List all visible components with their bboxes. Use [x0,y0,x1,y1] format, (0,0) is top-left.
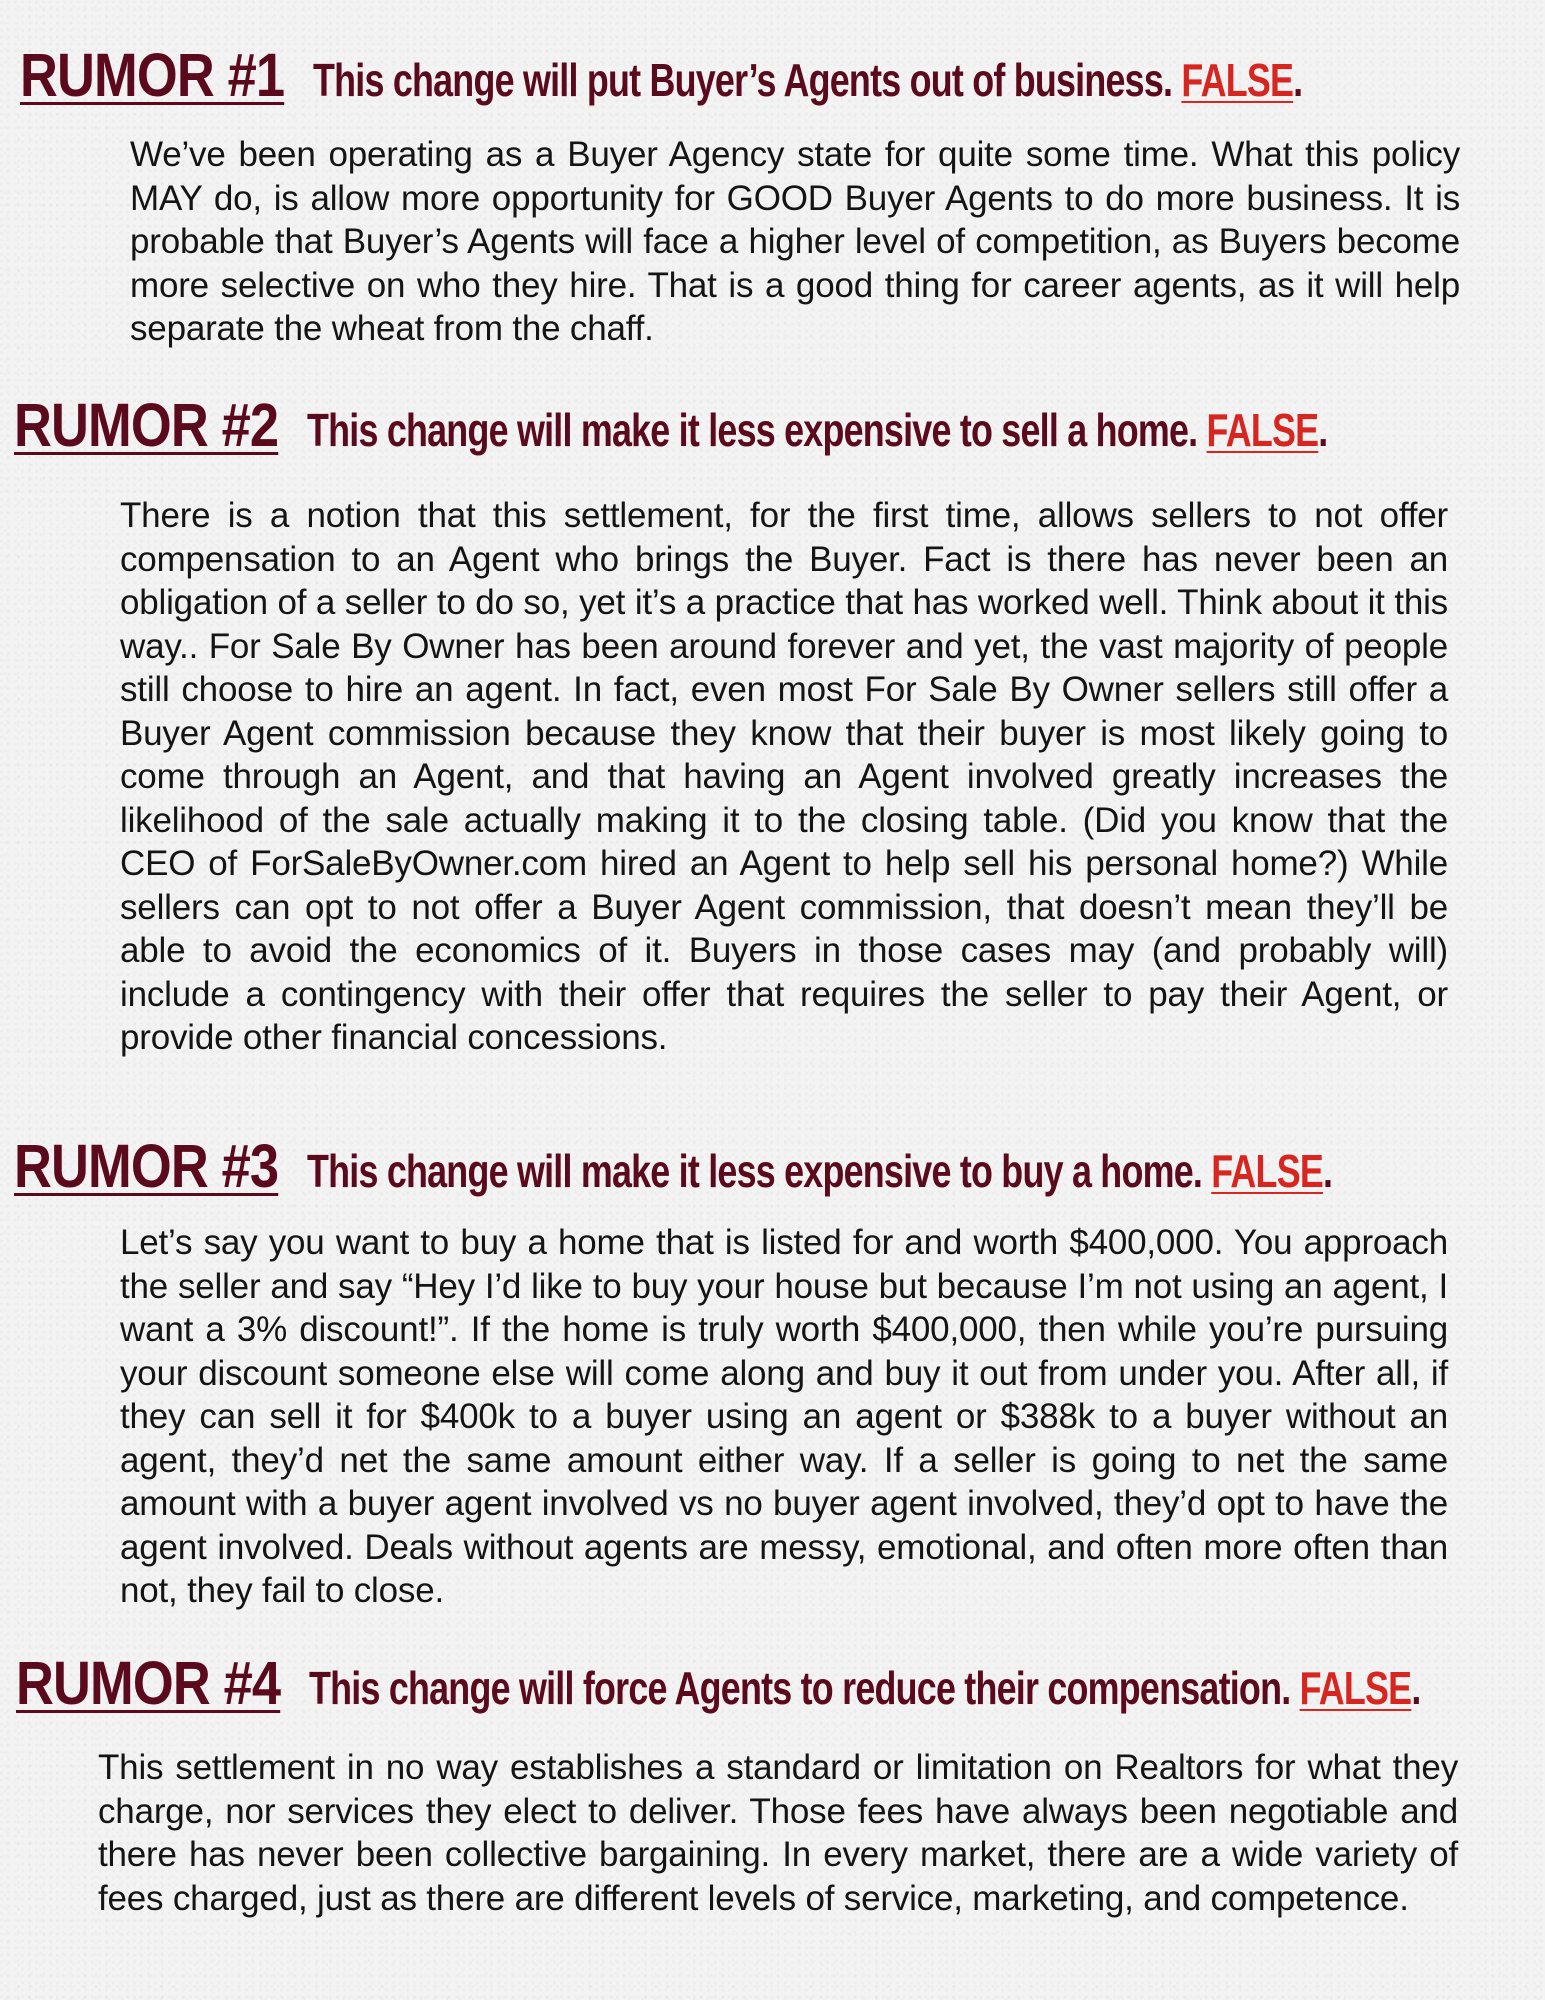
rumor-claim-text: This change will force Agents to reduce their compensation. [308,1662,1291,1714]
rumor-heading-4 [16,1648,1545,1718]
false-verdict: FALSE [1210,1145,1323,1197]
rumor-claim [309,1661,1421,1715]
rumor-heading-2 [14,390,1545,460]
rumor-body-4: This settlement in no way establishes a standard or limitation on Realtors for what they charge, nor services they elect to deliver. Those fees have always been negotiable and there has never been collective bargaining. In every market, there are a wide variety of fees charged, just as there are different levels of service, marketing, and competence. [98,1748,1458,1918]
rumor-claim-text: This change will put Buyer’s Agents out of business. [312,54,1172,106]
rumor-body-1: We’ve been operating as a Buyer Agency state for quite some time. What this policy MAY do, is allow more opportunity for GOOD Buyer Agents to do more business. It is probable that Buyer’s Agents will face a higher level of competition, as Buyers become more selective on who they hire. That is a good thing for career agents, as it will help separate the wheat from the chaff. [130,135,1460,348]
false-verdict: FALSE [1181,54,1293,106]
rumor-number: RUMOR #2 [14,391,279,459]
verdict-period: . [1292,54,1303,106]
rumor-claim [313,53,1302,107]
verdict-period: . [1322,1145,1332,1197]
false-verdict: FALSE [1206,404,1318,456]
rumor-body-2: There is a notion that this settlement, for the first time, allows sellers to not offer compensation to an Agent who brings the Buyer. Fact is there has never been an obligation of a seller to do so, yet it’s a practice that has worked well. Think about it this way.. For Sale By Owner has been around forever and yet, the vast majority of people still choose to hire an agent. In fact, even most For Sale By Owner sellers still offer a Buyer Agent commission because they know that their buyer is most likely going to come through an Agent, and that having an Agent involved greatly increases the likelihood of the sale actually making it to the closing table. (Did you know that the CEO of ForSaleByOwner.com hired an Agent to help sell his personal home?) While sellers can opt to not offer a Buyer Agent commission, that doesn’t mean they’ll be able to avoid the economics of it. Buyers in those cases may (and probably will) include a contingency with their offer that requires the seller to pay their Agent, or provide other financial concessions. [120,496,1448,1057]
false-verdict: FALSE [1299,1662,1411,1714]
rumor-number: RUMOR #3 [14,1132,279,1200]
rumor-number: RUMOR #4 [16,1649,281,1717]
rumor-heading-3 [14,1131,1545,1201]
verdict-period: . [1317,404,1328,456]
rumor-claim [307,1144,1332,1198]
verdict-period: . [1410,1662,1421,1714]
rumor-claim [307,403,1327,457]
rumor-claim-text: This change will make it less expensive to buy a home. [306,1145,1202,1197]
rumor-heading-1 [20,40,1545,110]
rumor-number: RUMOR #1 [20,41,285,109]
rumor-claim-text: This change will make it less expensive to sell a home. [306,404,1198,456]
rumor-body-3: Let’s say you want to buy a home that is listed for and worth $400,000. You approach the seller and say “Hey I’d like to buy your house but because I’m not using an agent, I want a 3% discount!”. If the home is truly worth $400,000, then while you’re pursuing your discount someone else will come along and buy it out from under you. After all, if they can sell it for $400k to a buyer using an agent or $388k to a buyer without an agent, they’d net the same amount either way. If a seller is going to net the same amount with a buyer agent involved vs no buyer agent involved, they’d opt to have the agent involved. Deals without agents are messy, emotional, and often more often than not, they fail to close. [120,1223,1448,1610]
